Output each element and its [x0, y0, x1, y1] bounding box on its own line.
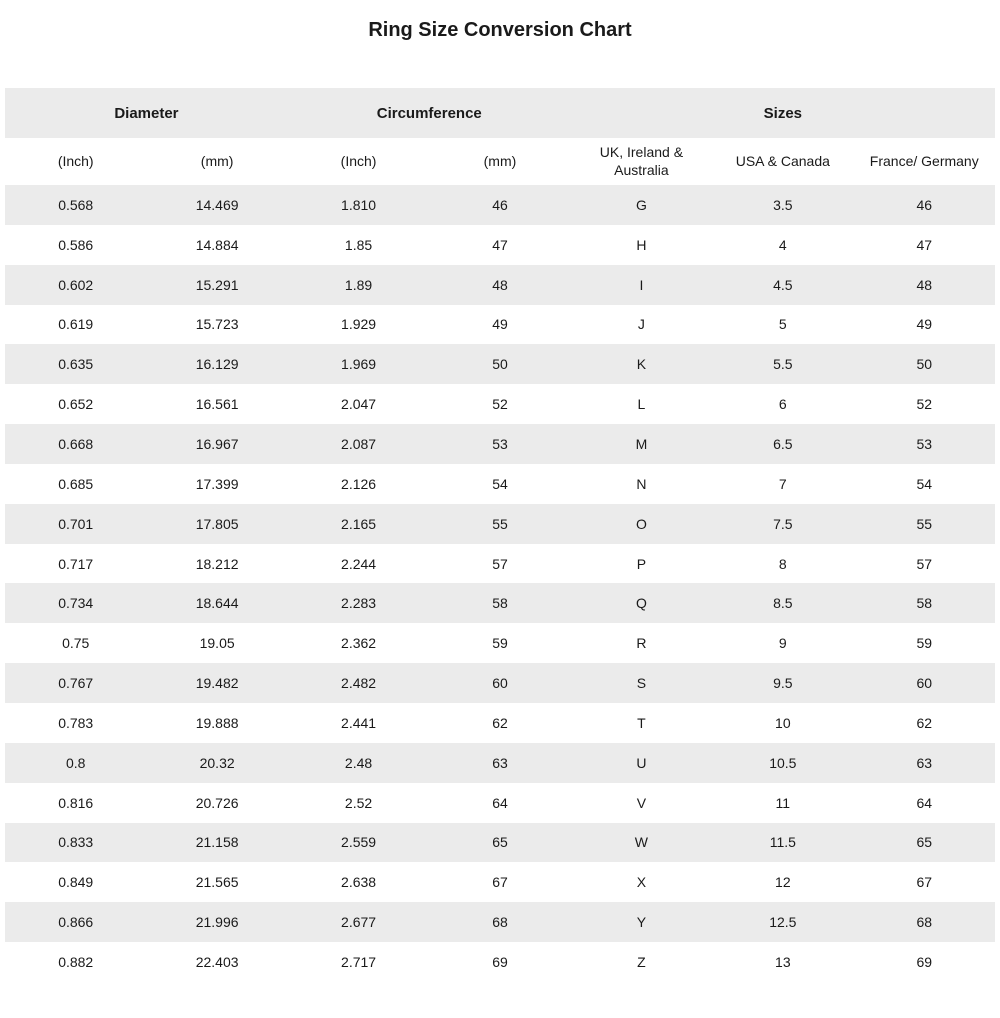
table-cell: 69 — [492, 953, 508, 970]
table-cell: 1.929 — [341, 316, 377, 333]
table-cell: 0.849 — [58, 874, 94, 891]
table-cell: Q — [635, 595, 647, 612]
column-header-circumference-inch: (Inch) — [340, 152, 377, 169]
table-cell: 1.810 — [341, 196, 377, 213]
table-cell: 18.644 — [195, 595, 239, 612]
table-cell: 52 — [916, 396, 933, 413]
table-row — [5, 344, 995, 384]
table-row — [5, 823, 995, 863]
table-cell: 2.441 — [341, 714, 377, 731]
table-cell: 60 — [492, 675, 508, 692]
table-cell: S — [636, 675, 647, 692]
table-cell: 0.685 — [58, 475, 94, 492]
table-cell: 67 — [492, 874, 508, 891]
table-row — [5, 265, 995, 305]
table-cell: 1.85 — [344, 236, 373, 253]
table-cell: 63 — [492, 754, 508, 771]
table-row — [5, 743, 995, 783]
table-cell: 50 — [916, 356, 933, 373]
table-cell: 0.8 — [65, 754, 86, 771]
table-cell: 12.5 — [769, 914, 797, 931]
table-cell: 17.805 — [195, 515, 239, 532]
conversion-table-container — [5, 88, 995, 982]
table-row — [5, 623, 995, 663]
table-cell: 62 — [492, 714, 508, 731]
table-cell: 6 — [778, 396, 787, 413]
table-row — [5, 942, 995, 982]
group-header-circumference: Circumference — [288, 88, 571, 138]
table-cell: 18.212 — [195, 555, 239, 572]
table-cell: 1.89 — [344, 276, 373, 293]
table-cell: 46 — [492, 196, 508, 213]
table-cell: 16.129 — [195, 356, 239, 373]
table-row — [5, 783, 995, 823]
table-cell: 48 — [492, 276, 508, 293]
column-header-diameter-mm: (mm) — [200, 152, 234, 169]
table-cell: 4.5 — [773, 276, 793, 293]
table-row — [5, 225, 995, 265]
table-cell: 11 — [775, 794, 791, 811]
table-cell: 15.291 — [195, 276, 239, 293]
table-cell: 0.783 — [58, 714, 94, 731]
table-cell: 58 — [916, 595, 933, 612]
table-cell: 20.32 — [199, 754, 235, 771]
table-cell: P — [636, 555, 647, 572]
table-cell: 19.888 — [195, 714, 239, 731]
table-cell: T — [637, 714, 646, 731]
column-header-circumference-mm: (mm) — [483, 152, 517, 169]
page-title: Ring Size Conversion Chart — [368, 19, 632, 41]
table-cell: 65 — [916, 834, 933, 851]
table-cell: 2.559 — [341, 834, 377, 851]
table-cell: 17.399 — [195, 475, 239, 492]
table-cell: 2.482 — [341, 675, 377, 692]
table-row — [5, 862, 995, 902]
table-row — [5, 663, 995, 703]
table-cell: 0.568 — [58, 196, 94, 213]
group-header-row — [5, 88, 995, 138]
table-cell: 19.05 — [199, 635, 235, 652]
column-header-france-germany: France/ Germany — [869, 152, 979, 169]
table-row — [5, 703, 995, 743]
table-cell: 48 — [916, 276, 933, 293]
table-cell: 9 — [778, 635, 787, 652]
table-cell: I — [639, 276, 644, 293]
table-cell: 2.165 — [341, 515, 377, 532]
table-cell: 68 — [492, 914, 508, 931]
table-row — [5, 902, 995, 942]
table-cell: 0.619 — [58, 316, 94, 333]
table-cell: 20.726 — [195, 794, 239, 811]
table-cell: 58 — [492, 595, 508, 612]
table-cell: 54 — [916, 475, 933, 492]
table-cell: 2.244 — [341, 555, 377, 572]
table-cell: 57 — [492, 555, 508, 572]
table-cell: 57 — [916, 555, 933, 572]
table-cell: 22.403 — [195, 953, 239, 970]
table-cell: 19.482 — [195, 675, 239, 692]
table-cell: 2.638 — [341, 874, 377, 891]
table-cell: 21.158 — [195, 834, 239, 851]
table-cell: 2.126 — [341, 475, 377, 492]
table-cell: 69 — [916, 953, 933, 970]
table-cell: 2.52 — [344, 794, 373, 811]
table-cell: 63 — [916, 754, 933, 771]
table-cell: 4 — [778, 236, 787, 253]
table-cell: 8 — [778, 555, 787, 572]
table-cell: H — [636, 236, 647, 253]
table-cell: 53 — [916, 435, 933, 452]
table-cell: 62 — [916, 714, 933, 731]
table-row — [5, 464, 995, 504]
table-cell: M — [635, 435, 648, 452]
table-cell: W — [634, 834, 648, 851]
table-cell: K — [636, 356, 647, 373]
table-row — [5, 583, 995, 623]
table-cell: 0.866 — [58, 914, 94, 931]
table-cell: 49 — [916, 316, 933, 333]
table-cell: 2.48 — [344, 754, 373, 771]
table-cell: 15.723 — [195, 316, 239, 333]
table-cell: 55 — [492, 515, 508, 532]
table-cell: 2.717 — [341, 953, 377, 970]
table-cell: Y — [636, 914, 647, 931]
table-cell: 0.734 — [58, 595, 94, 612]
table-cell: 54 — [492, 475, 508, 492]
table-cell: 49 — [492, 316, 508, 333]
table-cell: 12 — [775, 874, 791, 891]
table-cell: 16.967 — [195, 435, 239, 452]
table-row — [5, 424, 995, 464]
table-cell: 0.635 — [58, 356, 94, 373]
table-cell: 9.5 — [773, 675, 793, 692]
table-cell: 46 — [916, 196, 933, 213]
table-cell: 0.767 — [58, 675, 94, 692]
table-cell: 2.283 — [341, 595, 377, 612]
table-cell: 0.717 — [58, 555, 94, 572]
table-cell: 2.047 — [341, 396, 377, 413]
table-cell: 2.087 — [341, 435, 377, 452]
table-cell: 68 — [916, 914, 933, 931]
table-cell: 60 — [916, 675, 933, 692]
table-cell: 10.5 — [769, 754, 797, 771]
table-cell: G — [635, 196, 647, 213]
table-cell: 16.561 — [195, 396, 239, 413]
table-cell: 14.469 — [195, 196, 239, 213]
table-row — [5, 504, 995, 544]
table-row — [5, 544, 995, 584]
table-cell: 0.833 — [58, 834, 94, 851]
ring-size-conversion-table — [5, 88, 995, 982]
table-cell: 53 — [492, 435, 508, 452]
table-cell: 55 — [916, 515, 933, 532]
table-cell: 7 — [778, 475, 787, 492]
table-cell: 21.996 — [195, 914, 239, 931]
table-cell: 67 — [916, 874, 933, 891]
table-cell: V — [636, 794, 647, 811]
table-cell: X — [636, 874, 647, 891]
table-row — [5, 384, 995, 424]
table-cell: N — [636, 475, 647, 492]
table-body — [5, 185, 995, 982]
table-cell: 6.5 — [773, 435, 793, 452]
table-cell: J — [637, 316, 645, 333]
table-cell: L — [637, 396, 646, 413]
table-row — [5, 185, 995, 225]
table-cell: 5.5 — [773, 356, 793, 373]
table-cell: 1.969 — [341, 356, 377, 373]
table-row — [5, 305, 995, 345]
table-cell: 0.652 — [58, 396, 94, 413]
table-cell: 47 — [916, 236, 933, 253]
table-cell: 13 — [775, 953, 791, 970]
table-cell: 65 — [492, 834, 508, 851]
table-cell: 0.701 — [58, 515, 94, 532]
column-header-usa-canada: USA & Canada — [735, 152, 830, 169]
table-cell: 59 — [916, 635, 933, 652]
table-cell: O — [635, 515, 647, 532]
table-cell: 3.5 — [773, 196, 793, 213]
table-cell: 0.816 — [58, 794, 94, 811]
group-header-sizes: Sizes — [571, 88, 995, 138]
table-cell: 64 — [916, 794, 933, 811]
table-cell: 47 — [492, 236, 508, 253]
table-cell: Z — [637, 953, 646, 970]
table-cell: 50 — [492, 356, 508, 373]
table-cell: U — [636, 754, 647, 771]
table-cell: 0.668 — [58, 435, 94, 452]
table-cell: 0.75 — [62, 635, 90, 652]
column-header-uk-ireland-australia: UK, Ireland & Australia — [599, 144, 684, 178]
table-cell: 14.884 — [195, 236, 239, 253]
table-cell: 10 — [775, 714, 791, 731]
table-cell: 0.602 — [58, 276, 94, 293]
table-cell: 11.5 — [769, 834, 796, 851]
table-cell: 2.677 — [341, 914, 377, 931]
table-cell: 0.882 — [58, 953, 94, 970]
table-cell: 7.5 — [773, 515, 793, 532]
table-cell: 5 — [778, 316, 787, 333]
column-header-diameter-inch: (Inch) — [57, 152, 94, 169]
table-cell: 64 — [492, 794, 508, 811]
table-cell: 52 — [492, 396, 508, 413]
table-cell: 0.586 — [58, 236, 94, 253]
table-cell: 21.565 — [195, 874, 239, 891]
column-header-row — [5, 138, 995, 185]
table-cell: 59 — [492, 635, 508, 652]
table-cell: R — [636, 635, 647, 652]
table-cell: 2.362 — [341, 635, 377, 652]
group-header-diameter: Diameter — [5, 88, 288, 138]
table-cell: 8.5 — [773, 595, 793, 612]
